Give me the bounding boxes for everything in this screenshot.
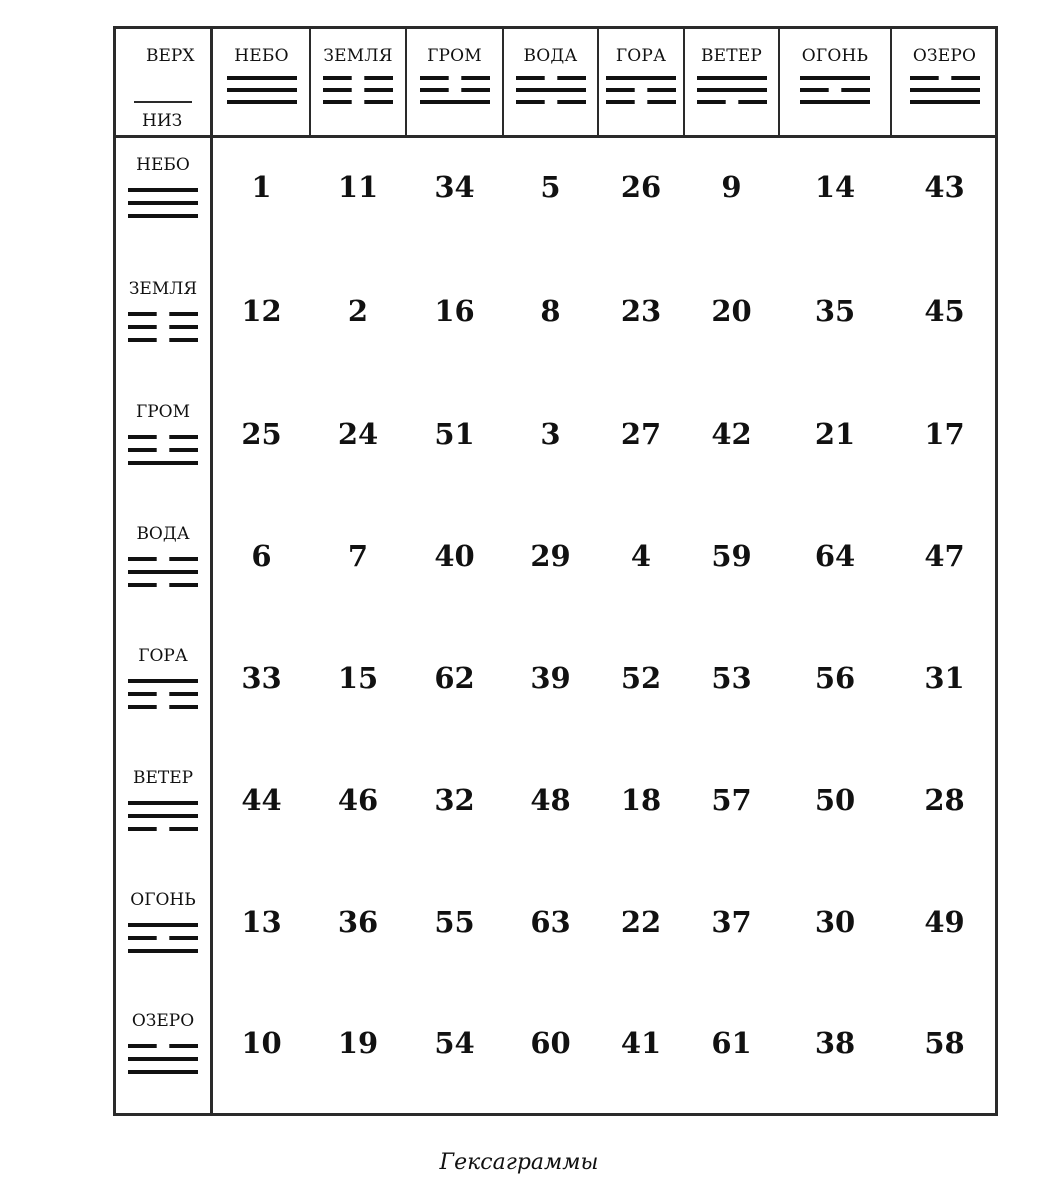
solid-line [128,1070,198,1074]
column-header-label: ГРОМ [427,46,482,66]
broken-line-segment [606,100,635,104]
column-header-label: ГОРА [615,46,667,66]
hexagram-number: 58 [924,1026,965,1060]
broken-line-segment [364,88,393,92]
hexagram-number: 45 [924,294,965,328]
broken-line-segment [647,100,676,104]
solid-line [697,76,767,80]
broken-line-segment [169,827,198,831]
hexagram-number: 56 [814,661,856,695]
row-header-label: ОГОНЬ [130,890,196,910]
trigram-icon [128,1043,198,1075]
hexagram-number: 22 [620,905,662,939]
hexagram-number: 4 [630,539,652,573]
broken-line-segment [169,325,198,329]
broken-line-segment [461,88,490,92]
trigram-icon [910,75,980,105]
row-header-2 [116,253,210,375]
solid-line [128,188,198,192]
row-header-8 [116,985,210,1107]
hexagram-number: 50 [814,783,856,817]
column-header-label: ОГОНЬ [801,46,869,66]
row-header-label: ГОРА [138,646,188,666]
hexagram-number: 2 [347,294,369,328]
row-header-label: ВЕТЕР [132,768,194,788]
row-header-5 [116,620,210,742]
header-row [116,29,995,138]
solid-line [227,88,297,92]
hexagram-number: 54 [434,1026,475,1060]
column-header-2 [310,29,406,135]
hexagram-number: 14 [814,170,856,204]
hexagram-number: 38 [814,1026,856,1060]
row-header-3 [116,376,210,498]
broken-line-segment [169,936,198,940]
broken-line-segment [169,692,198,696]
hexagram-number: 8 [540,294,561,328]
broken-line-segment [323,100,352,104]
hexagram-number: 39 [530,661,571,695]
column-header-4 [503,29,598,135]
broken-line-segment [841,88,870,92]
broken-line-segment [169,312,198,316]
solid-line [606,76,676,80]
row-header-label: ВОДА [136,524,190,544]
trigram-icon [697,75,767,105]
hexagram-number: 28 [924,783,965,817]
hexagram-number: 55 [434,905,475,939]
hexagram-number: 9 [721,170,742,204]
broken-line-segment [128,338,157,342]
hexagram-number: 11 [337,170,379,204]
row-header-column [116,29,213,1113]
trigram-icon [420,75,490,105]
hexagram-number: 5 [540,170,561,204]
hexagram-number: 30 [814,905,856,939]
trigram-icon [323,75,393,105]
solid-line [128,801,198,805]
broken-line-segment [128,692,157,696]
hexagram-number: 62 [434,661,475,695]
hexagram-number: 34 [434,170,475,204]
broken-line-segment [169,583,198,587]
column-header-5 [598,29,684,135]
hexagram-number: 7 [347,539,369,573]
hexagram-number: 12 [241,294,282,328]
broken-line-segment [420,88,449,92]
hexagram-number: 24 [337,417,379,451]
broken-line-segment [128,583,157,587]
hexagram-number: 61 [711,1026,752,1060]
trigram-icon [128,434,198,466]
broken-line-segment [557,76,586,80]
broken-line-segment [323,76,352,80]
broken-line-segment [128,705,157,709]
hexagram-number: 29 [530,539,571,573]
solid-line [800,100,870,104]
trigram-icon [128,187,198,219]
solid-line [128,461,198,465]
hexagram-number: 47 [924,539,965,573]
solid-line [128,570,198,574]
broken-line-segment [169,435,198,439]
row-header-label: ЗЕМЛЯ [128,279,198,299]
hexagram-number: 15 [337,661,379,695]
row-header-label: ОЗЕРО [131,1011,195,1031]
trigram-icon [128,922,198,954]
column-header-8 [891,29,998,135]
hexagram-number: 46 [337,783,379,817]
broken-line-segment [516,100,545,104]
broken-line-segment [800,88,829,92]
row-header-label: НЕБО [136,155,190,175]
column-header-label: ВЕТЕР [700,46,763,66]
trigram-icon [800,75,870,105]
solid-line [128,923,198,927]
solid-line [697,88,767,92]
hexagram-number: 25 [241,417,282,451]
trigram-icon [227,75,297,105]
hexagram-number: 6 [251,539,272,573]
column-header-1 [213,29,310,135]
row-header-1 [116,129,210,251]
row-header-6 [116,742,210,864]
trigram-icon [128,311,198,343]
solid-line [910,100,980,104]
broken-line-segment [697,100,726,104]
column-header-label: ОЗЕРО [912,46,977,66]
hexagram-number: 17 [924,417,965,451]
broken-line-segment [128,325,157,329]
hexagram-number: 18 [620,783,662,817]
broken-line-segment [169,705,198,709]
row-header-label: ГРОМ [135,402,191,422]
broken-line-segment [606,88,635,92]
broken-line-segment [169,338,198,342]
hexagram-number: 37 [711,905,752,939]
hexagram-table [113,26,998,1116]
hexagram-number: 13 [241,905,282,939]
corner-top-label: ВЕРХ [146,46,195,66]
hexagram-number: 43 [924,170,965,204]
row-header-7 [116,864,210,986]
solid-line [227,100,297,104]
hexagram-number: 40 [434,539,475,573]
hexagram-number: 63 [530,905,571,939]
hexagram-number: 57 [711,783,752,817]
hexagram-number: 35 [814,294,856,328]
hexagram-number: 21 [814,417,856,451]
broken-line-segment [323,88,352,92]
hexagram-number: 52 [620,661,662,695]
column-header-label: ЗЕМЛЯ [323,46,393,66]
corner-bottom-label: НИЗ [142,111,183,131]
broken-line-segment [364,76,393,80]
broken-line-segment [169,557,198,561]
solid-line [128,679,198,683]
hexagram-number: 49 [924,905,965,939]
broken-line-segment [169,448,198,452]
column-header-7 [779,29,891,135]
trigram-icon [606,75,676,105]
hexagram-number: 1 [251,170,272,204]
solid-line [800,76,870,80]
hexagram-number: 32 [434,783,475,817]
broken-line-segment [516,76,545,80]
broken-line-segment [364,100,393,104]
column-header-label: НЕБО [234,46,289,66]
solid-line [420,100,490,104]
broken-line-segment [128,448,157,452]
column-divider [683,29,685,135]
column-divider [309,29,311,135]
hexagram-number: 42 [711,417,752,451]
hexagram-number: 23 [620,294,662,328]
broken-line-segment [910,76,939,80]
caption: Гексаграммы [439,1150,599,1175]
solid-line [128,1057,198,1061]
column-header-label: ВОДА [523,46,578,66]
hexagram-number: 41 [620,1026,662,1060]
hexagram-number: 27 [620,417,662,451]
column-divider [502,29,504,135]
column-divider [597,29,599,135]
hexagram-number: 31 [924,661,965,695]
hexagram-number: 48 [530,783,571,817]
trigram-icon [128,800,198,832]
broken-line-segment [128,827,157,831]
broken-line-segment [128,312,157,316]
solid-line [910,88,980,92]
hexagram-number: 16 [434,294,475,328]
hexagram-number: 26 [620,170,662,204]
solid-line [128,201,198,205]
solid-line [227,76,297,80]
hexagram-number: 3 [540,417,561,451]
column-header-6 [684,29,779,135]
broken-line-segment [647,88,676,92]
trigram-icon [128,556,198,588]
hexagram-number: 64 [814,539,856,573]
trigram-icon [516,75,586,105]
hexagram-number: 10 [241,1026,282,1060]
broken-line-segment [128,1044,157,1048]
broken-line-segment [557,100,586,104]
hexagram-number: 53 [711,661,752,695]
column-divider [890,29,892,135]
broken-line-segment [128,435,157,439]
broken-line-segment [128,936,157,940]
column-divider [405,29,407,135]
broken-line-segment [951,76,980,80]
hexagram-number: 33 [241,661,282,695]
broken-line-segment [461,76,490,80]
column-header-3 [406,29,503,135]
solid-line [128,814,198,818]
column-divider [778,29,780,135]
hexagram-number: 59 [711,539,752,573]
broken-line-segment [128,557,157,561]
solid-line [516,88,586,92]
trigram-icon [128,678,198,710]
hexagram-number: 60 [530,1026,571,1060]
row-header-4 [116,498,210,620]
broken-line-segment [169,1044,198,1048]
hexagram-number: 36 [337,905,379,939]
hexagram-number: 19 [337,1026,379,1060]
hexagram-number: 20 [711,294,752,328]
solid-line [128,214,198,218]
broken-line-segment [738,100,767,104]
hexagram-number: 51 [434,417,475,451]
broken-line-segment [420,76,449,80]
solid-line [128,949,198,953]
hexagram-number: 44 [241,783,282,817]
